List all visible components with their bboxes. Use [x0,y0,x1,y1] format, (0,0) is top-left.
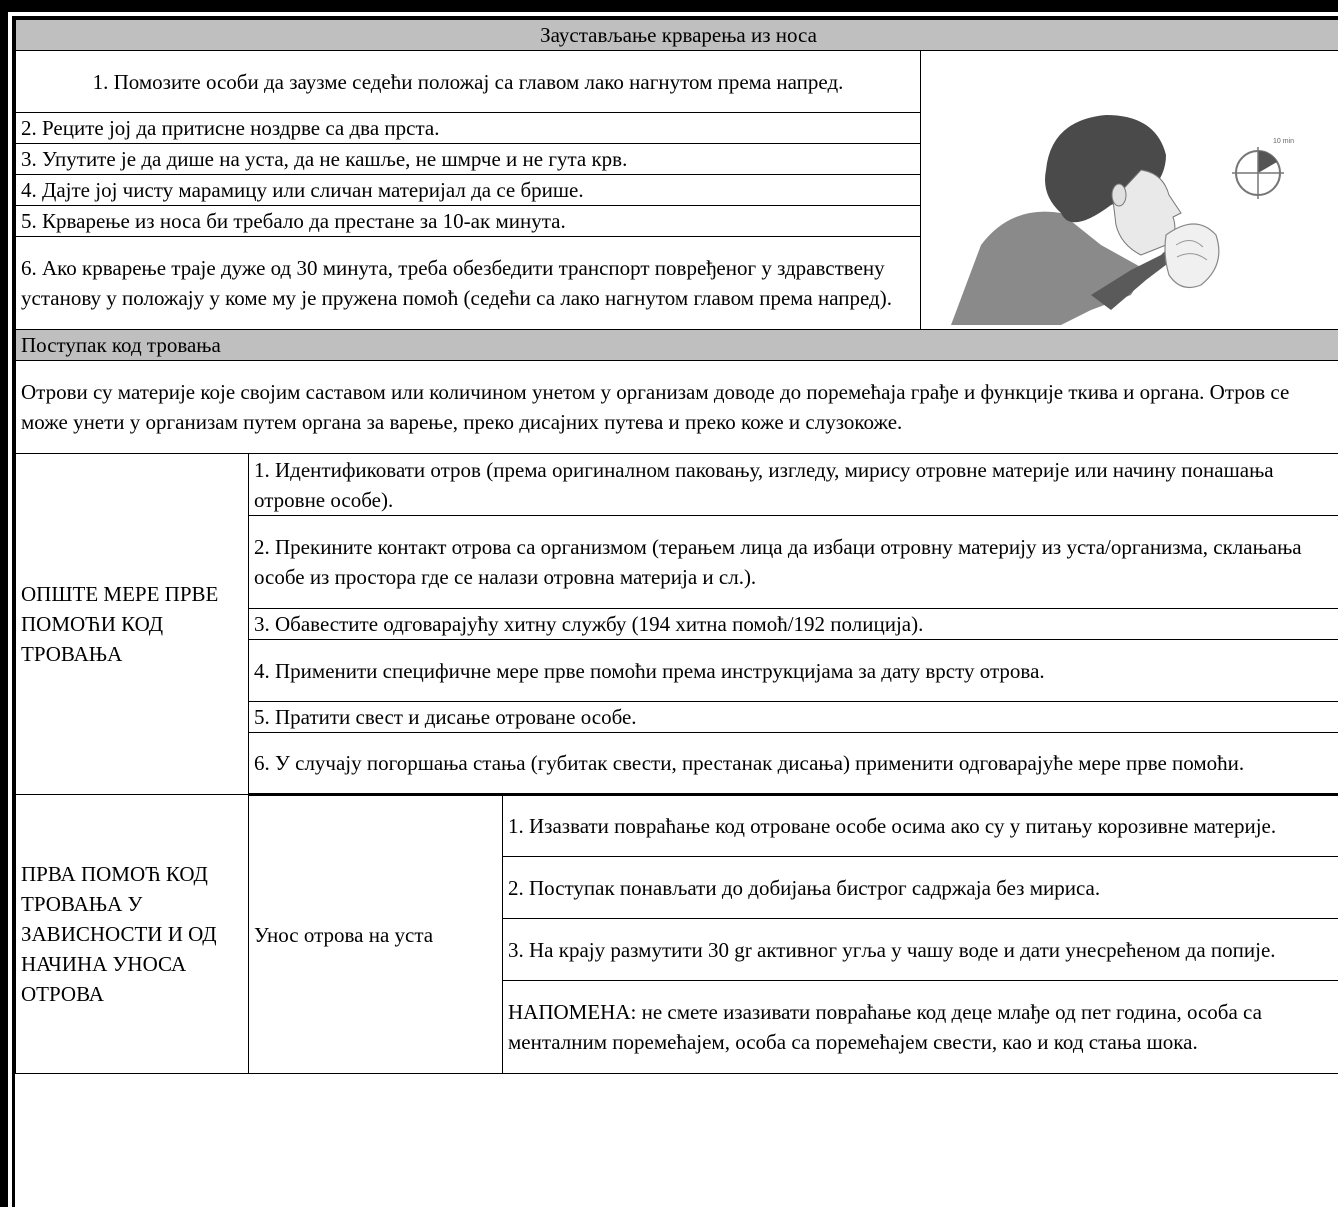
route-step-3: 3. На крају размутити 30 gr активног угља у чашу воде и дати унесрећеном да попије. [503,919,1338,981]
general-step-4: 4. Применити специфичне мере прве помоћи према инструкцијама за дату врсту отрова. [249,640,1338,702]
general-step-3: 3. Обавестите одговарајућу хитну службу (194 хитна помоћ/192 полиција). [249,609,1338,640]
ear-shape [1112,184,1126,206]
route-step-2: 2. Поступак понављати до добијања бистрог садржаја без мириса. [503,857,1338,919]
route-step-1: 1. Изазвати повраћање код отроване особе осима ако су у питању корозивне материје. [503,795,1338,857]
clock-label: 10 min [1273,138,1295,145]
route-oral-label: Унос отрова на уста [249,795,503,1074]
nosebleed-illustration-cell [921,51,1338,330]
route-note: НАПОМЕНА: не смете изазивати повраћање код деце млађе од пет година, особа са менталним поремећајем, особа са поремећајем свести, као и код стања шока. [503,981,1338,1074]
nosebleed-step-5: 5. Крварење из носа би требало да престане за 10-ак минута. [16,206,921,237]
route-measures-label: ПРВА ПОМОЋ КОД ТРОВАЊА У ЗАВИСНОСТИ И ОД НАЧИНА УНОСА ОТРОВА [16,795,249,1074]
nosebleed-step-4: 4. Дајте јој чисту марамицу или сличан материјал да се брише. [16,175,921,206]
general-step-6: 6. У случају погоршања стања (губитак свести, престанак дисања) применити одговарајуће мере прве помоћи. [249,733,1338,795]
person-pinching-nose-illustration [941,95,1321,325]
page-inner [12,16,1338,1207]
nosebleed-title: Заустављање крварења из носа [16,20,1338,51]
general-step-2: 2. Прекините контакт отрова са организмом (терањем лица да избаци отровну материју из уста/организма, склањања особе из простора где се налази отровна материја и сл.). [249,516,1338,609]
general-measures-label: ОПШТЕ МЕРЕ ПРВЕ ПОМОЋИ КОД ТРОВАЊА [16,454,249,795]
poisoning-intro: Отрови су материје које својим саставом или количином унетом у организам доводе до поремећаја грађе и функције ткива и органа. Отров се може унети у организам путем органа за варење, преко дисајних путева и преко коже и слузокоже. [16,361,1338,454]
general-step-1: 1. Идентификовати отров (према оригиналном паковању, изгледу, мирису отровне материје или начину понашања отровне особе). [249,454,1338,516]
nosebleed-step-3: 3. Упутите је да дише на уста, да не кашље, не шмрче и не гута крв. [16,144,921,175]
nosebleed-step-2: 2. Реците јој да притисне ноздрве са два прста. [16,113,921,144]
poisoning-title: Поступак код тровања [16,330,1338,361]
first-aid-table [15,19,1338,1074]
hand-shape [1165,224,1219,287]
nosebleed-step-6: 6. Ако крварење траје дуже од 30 минута, треба обезбедити транспорт повређеног у здравствену установу у положају у коме му је пружена помоћ (седећи са лако нагнутом главом према напред). [16,237,921,330]
general-step-5: 5. Пратити свест и дисање отроване особе. [249,702,1338,733]
nosebleed-step-1: 1. Помозите особи да заузме седећи положај са главом лако нагнутом према напред. [16,51,921,113]
